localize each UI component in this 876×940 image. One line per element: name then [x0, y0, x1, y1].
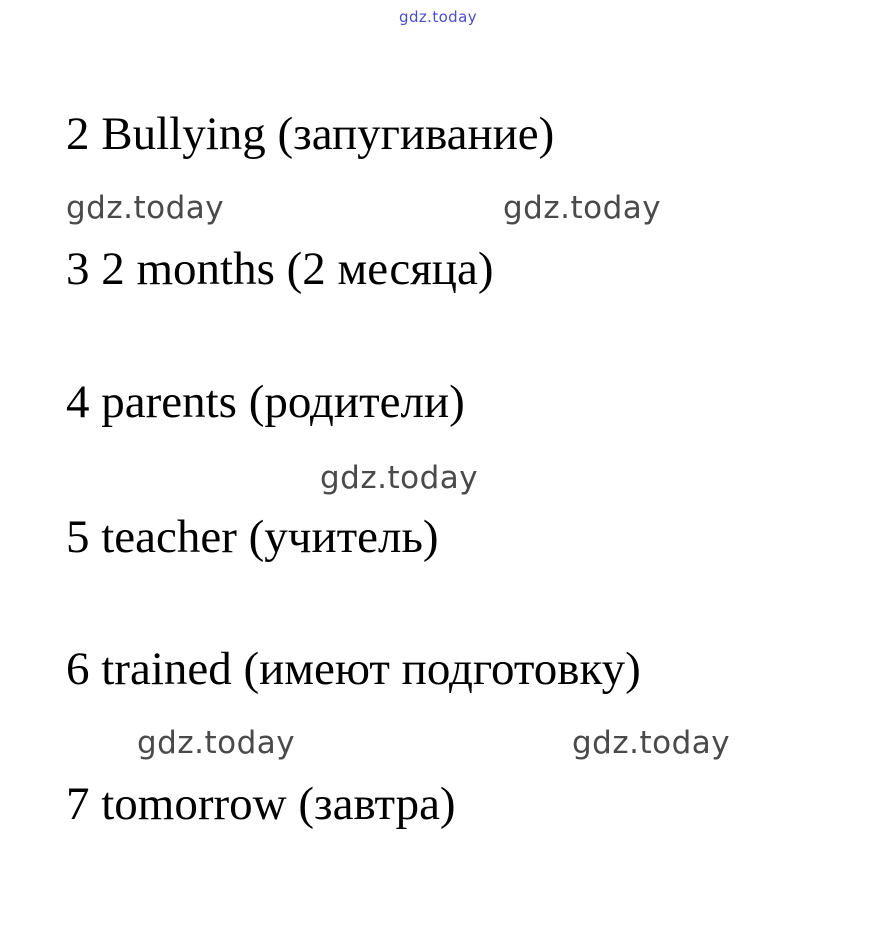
body-watermark-2: gdz.today	[503, 190, 662, 226]
answer-line-2: 2 Bullying (запугивание)	[66, 108, 555, 160]
answer-line-6: 6 trained (имеют подготовку)	[66, 643, 641, 695]
answer-line-7: 7 tomorrow (завтра)	[66, 778, 456, 830]
body-watermark-3: gdz.today	[320, 460, 479, 496]
answer-line-4: 4 parents (родители)	[66, 376, 465, 428]
body-watermark-1: gdz.today	[66, 190, 225, 226]
answer-line-5: 5 teacher (учитель)	[66, 511, 439, 563]
header-watermark: gdz.today	[399, 8, 477, 26]
body-watermark-5: gdz.today	[572, 725, 731, 761]
body-watermark-4: gdz.today	[137, 725, 296, 761]
answer-line-3: 3 2 months (2 месяца)	[66, 243, 494, 295]
